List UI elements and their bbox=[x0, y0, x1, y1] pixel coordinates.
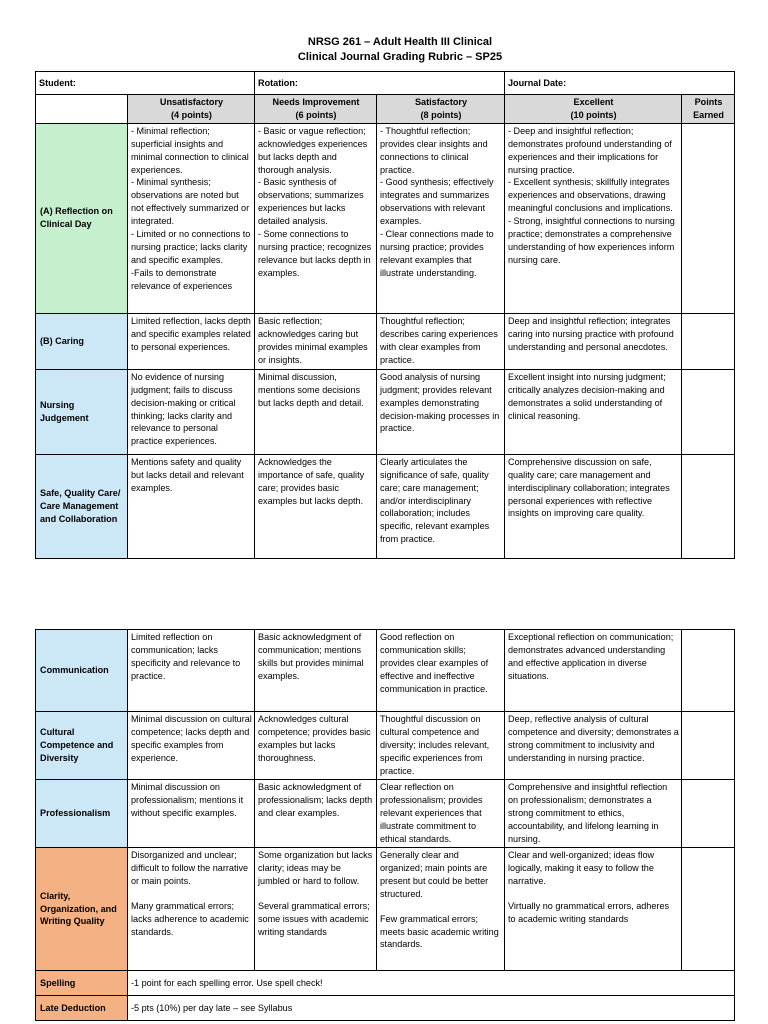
late-deduction-label: Late Deduction bbox=[36, 996, 128, 1021]
points-earned-cell[interactable] bbox=[682, 780, 735, 848]
rubric-row-nursing-judgement bbox=[36, 369, 735, 454]
descriptor-unsat bbox=[128, 630, 255, 712]
descriptor-exc bbox=[505, 848, 682, 971]
descriptor-line: Limited reflection on communication; lacks specificity and relevance to practice. bbox=[131, 632, 241, 681]
descriptor-line: Thoughtful reflection; describes caring experiences with clear examples from practice. bbox=[380, 315, 498, 365]
rubric-rows-1 bbox=[36, 123, 735, 558]
descriptor-exc bbox=[505, 313, 682, 369]
descriptor-needs bbox=[255, 848, 377, 971]
descriptor-unsat bbox=[128, 369, 255, 454]
descriptor-sat bbox=[377, 369, 505, 454]
descriptor-exc bbox=[505, 454, 682, 558]
descriptor-line: -Fails to demonstrate relevance of experiences bbox=[131, 267, 233, 291]
descriptor-needs bbox=[255, 123, 377, 313]
criterion-label: Cultural Competence and Diversity bbox=[36, 712, 128, 780]
descriptor-exc bbox=[505, 630, 682, 712]
descriptor-sat bbox=[377, 313, 505, 369]
points-earned-cell[interactable] bbox=[682, 630, 735, 712]
descriptor-line: - Good synthesis; effectively integrates and summarizes observations with relevant examples. bbox=[380, 177, 494, 227]
points-earned-cell[interactable] bbox=[682, 454, 735, 558]
rubric-table-1 bbox=[35, 71, 735, 559]
descriptor-needs bbox=[255, 712, 377, 780]
descriptor-exc bbox=[505, 123, 682, 313]
rubric-row-professionalism bbox=[36, 780, 735, 848]
descriptor-line: Few grammatical errors; meets basic academic writing standards. bbox=[380, 913, 499, 950]
descriptor-line: Minimal discussion on professionalism; mentions it without specific examples. bbox=[131, 782, 244, 818]
header-excellent: Excellent (10 points) bbox=[505, 95, 682, 124]
descriptor-line: Many grammatical errors; lacks adherence to academic standards. bbox=[131, 900, 249, 937]
rubric-row-clarity-organization-and-writing-quality bbox=[36, 848, 735, 971]
criterion-label: Nursing Judgement bbox=[36, 369, 128, 454]
descriptor-line: No evidence of nursing judgment; fails to discuss decision-making or critical thinking; lacks clarity and relevance to personal practice experiences. bbox=[131, 371, 236, 447]
descriptor-line: Clearly articulates the significance of safe, quality care; care management; and/or interdisciplinary collaboration; includes specific, relevant examples from practice. bbox=[380, 456, 490, 545]
criterion-label: Communication bbox=[36, 630, 128, 712]
student-field-label: Student: bbox=[36, 72, 255, 95]
descriptor-line: Basic reflection; acknowledges caring but provides minimal examples or insights. bbox=[258, 315, 368, 365]
descriptor-line: Deep and insightful reflection; integrates caring into nursing practice with profound understanding and personal anecdotes. bbox=[508, 315, 674, 352]
descriptor-line: Comprehensive discussion on safe, quality care; care management and interdisciplinary collaboration; integrates personal experiences with reflective insights on improving care quality. bbox=[508, 456, 670, 519]
descriptor-exc bbox=[505, 369, 682, 454]
descriptor-unsat bbox=[128, 780, 255, 848]
descriptor-line: Deep, reflective analysis of cultural competence and diversity; demonstrates a strong commitment to inclusivity and understanding in nursing practice. bbox=[508, 714, 679, 763]
descriptor-unsat bbox=[128, 848, 255, 971]
descriptor-line: Comprehensive and insightful reflection on professionalism; demonstrates a strong commitment to ethics, accountability, and lifelong learning in nursing. bbox=[508, 782, 668, 844]
rubric-row-communication bbox=[36, 630, 735, 712]
header-satisfactory: Satisfactory (8 points) bbox=[377, 95, 505, 124]
descriptor-line: Exceptional reflection on communication; demonstrates advanced understanding and effective application in diverse situations. bbox=[508, 632, 674, 681]
descriptor-line: - Excellent synthesis; skillfully integrates experiences and observations, drawing meaningful conclusions and implications. bbox=[508, 177, 673, 214]
descriptor-unsat bbox=[128, 712, 255, 780]
header-points-earned: Points Earned bbox=[682, 95, 735, 124]
descriptor-line: Minimal discussion on cultural competence; lacks depth and specific examples from experience. bbox=[131, 714, 252, 763]
descriptor-exc bbox=[505, 712, 682, 780]
descriptor-sat bbox=[377, 712, 505, 780]
late-deduction-row bbox=[36, 996, 735, 1021]
spelling-text: -1 point for each spelling error. Use spell check! bbox=[128, 971, 735, 996]
descriptor-needs bbox=[255, 630, 377, 712]
points-earned-cell[interactable] bbox=[682, 313, 735, 369]
descriptor-line: Disorganized and unclear; difficult to follow the narrative or main points. bbox=[131, 850, 249, 886]
rubric-title: Clinical Journal Grading Rubric – SP25 bbox=[297, 51, 503, 63]
rubric-row-safe-quality-care-care-management-and-collaboration bbox=[36, 454, 735, 558]
descriptor-line: Clear and well-organized; ideas flow logically, making it easy to follow the narrative. bbox=[508, 850, 655, 886]
header-needs-improvement: Needs Improvement (6 points) bbox=[255, 95, 377, 124]
course-title: NRSG 261 – Adult Health III Clinical bbox=[307, 36, 493, 48]
descriptor-sat bbox=[377, 630, 505, 712]
points-earned-cell[interactable] bbox=[682, 712, 735, 780]
descriptor-line: - Clear connections made to nursing practice; provides relevant examples that illustrate understanding. bbox=[380, 229, 494, 278]
points-earned-cell[interactable] bbox=[682, 369, 735, 454]
descriptor-line: Thoughtful discussion on cultural competence and diversity; includes relevant, specific experiences from practice. bbox=[380, 714, 490, 776]
descriptor-line: - Minimal synthesis; observations are noted but not effectively summarized or integrated. bbox=[131, 177, 250, 227]
column-header-row bbox=[36, 95, 735, 124]
descriptor-line: - Limited or no connections to nursing practice; lacks clarity and specific examples. bbox=[131, 229, 251, 265]
descriptor-line: - Thoughtful reflection; provides clear insights and connections to clinical practice. bbox=[380, 125, 488, 175]
descriptor-sat bbox=[377, 123, 505, 313]
rubric-row-a-reflection-on-clinical-day bbox=[36, 123, 735, 313]
descriptor-needs bbox=[255, 454, 377, 558]
descriptor-line: Some organization but lacks clarity; ideas may be jumbled or hard to follow. bbox=[258, 850, 373, 886]
descriptor-unsat bbox=[128, 123, 255, 313]
descriptor-sat bbox=[377, 454, 505, 558]
descriptor-needs bbox=[255, 313, 377, 369]
descriptor-line: Acknowledges cultural competence; provides basic examples but lacks thoroughness. bbox=[258, 714, 371, 763]
document-title bbox=[0, 35, 768, 65]
descriptor-line: Good analysis of nursing judgment; provides relevant examples demonstrating decision-making processes in practice. bbox=[380, 371, 500, 434]
descriptor-line: Minimal discussion, mentions some decisions but lacks depth and detail. bbox=[258, 371, 364, 408]
points-earned-cell[interactable] bbox=[682, 848, 735, 971]
descriptor-line: Mentions safety and quality but lacks detail and relevant examples. bbox=[131, 456, 244, 493]
descriptor-line: - Basic synthesis of observations; summarizes experiences but lacks detailed analysis. bbox=[258, 177, 364, 227]
rubric-row-b-caring bbox=[36, 313, 735, 369]
descriptor-line bbox=[508, 888, 679, 900]
rubric-table-2 bbox=[35, 629, 735, 1021]
descriptor-line: Basic acknowledgment of professionalism; lacks depth and clear examples. bbox=[258, 782, 373, 818]
descriptor-line bbox=[380, 901, 502, 913]
spelling-row bbox=[36, 971, 735, 996]
descriptor-line: - Minimal reflection; superficial insights and minimal connection to clinical experiences. bbox=[131, 125, 249, 175]
header-unsatisfactory: Unsatisfactory (4 points) bbox=[128, 95, 255, 124]
rotation-field-label: Rotation: bbox=[255, 72, 505, 95]
criterion-label: (A) Reflection on Clinical Day bbox=[36, 123, 128, 313]
descriptor-line: - Basic or vague reflection; acknowledges experiences but lacks depth and thorough analysis. bbox=[258, 125, 368, 175]
criterion-label: Safe, Quality Care/ Care Management and Collaboration bbox=[36, 454, 128, 558]
points-earned-cell[interactable] bbox=[682, 123, 735, 313]
criterion-label: Professionalism bbox=[36, 780, 128, 848]
descriptor-line: - Some connections to nursing practice; recognizes relevance but lacks depth in examples. bbox=[258, 229, 372, 278]
descriptor-line bbox=[258, 888, 374, 900]
descriptor-sat bbox=[377, 848, 505, 971]
descriptor-unsat bbox=[128, 313, 255, 369]
rubric-rows-2 bbox=[36, 630, 735, 971]
descriptor-line: Clear reflection on professionalism; provides relevant experiences that illustrate commitment to ethical standards. bbox=[380, 782, 483, 844]
descriptor-line: Acknowledges the importance of safe, quality care; provides basic examples but lacks depth. bbox=[258, 456, 365, 506]
descriptor-line: - Strong, insightful connections to nursing practice; demonstrates a comprehensive understanding of how experiences inform nursing care. bbox=[508, 216, 675, 265]
descriptor-exc bbox=[505, 780, 682, 848]
descriptor-line bbox=[131, 888, 252, 900]
journal-date-field-label: Journal Date: bbox=[505, 72, 735, 95]
spelling-label: Spelling bbox=[36, 971, 128, 996]
descriptor-line: Several grammatical errors; some issues with academic writing standards bbox=[258, 900, 370, 937]
late-deduction-text: -5 pts (10%) per day late – see Syllabus bbox=[128, 996, 735, 1021]
descriptor-line: Good reflection on communication skills; provides clear examples of effective and ineffective communication in practice. bbox=[380, 632, 489, 694]
descriptor-line: Virtually no grammatical errors, adheres to academic writing standards bbox=[508, 900, 670, 924]
criterion-label: Clarity, Organization, and Writing Quality bbox=[36, 848, 128, 971]
descriptor-unsat bbox=[128, 454, 255, 558]
descriptor-line: Generally clear and organized; main points are present but could be better structured. bbox=[380, 850, 489, 899]
rubric-row-cultural-competence-and-diversity bbox=[36, 712, 735, 780]
descriptor-needs bbox=[255, 369, 377, 454]
descriptor-line: Excellent insight into nursing judgment; critically analyzes decision-making and demonstrates a solid understanding of clinical reasoning. bbox=[508, 371, 666, 421]
descriptor-sat bbox=[377, 780, 505, 848]
descriptor-line: Limited reflection, lacks depth and specific examples related to personal experiences. bbox=[131, 315, 251, 352]
blank-header-cell bbox=[36, 95, 128, 124]
criterion-label: (B) Caring bbox=[36, 313, 128, 369]
descriptor-line: Basic acknowledgment of communication; mentions skills but provides minimal examples. bbox=[258, 632, 364, 681]
descriptor-needs bbox=[255, 780, 377, 848]
descriptor-line: - Deep and insightful reflection; demonstrates profound understanding of experiences and their implications for nursing practice. bbox=[508, 125, 672, 175]
